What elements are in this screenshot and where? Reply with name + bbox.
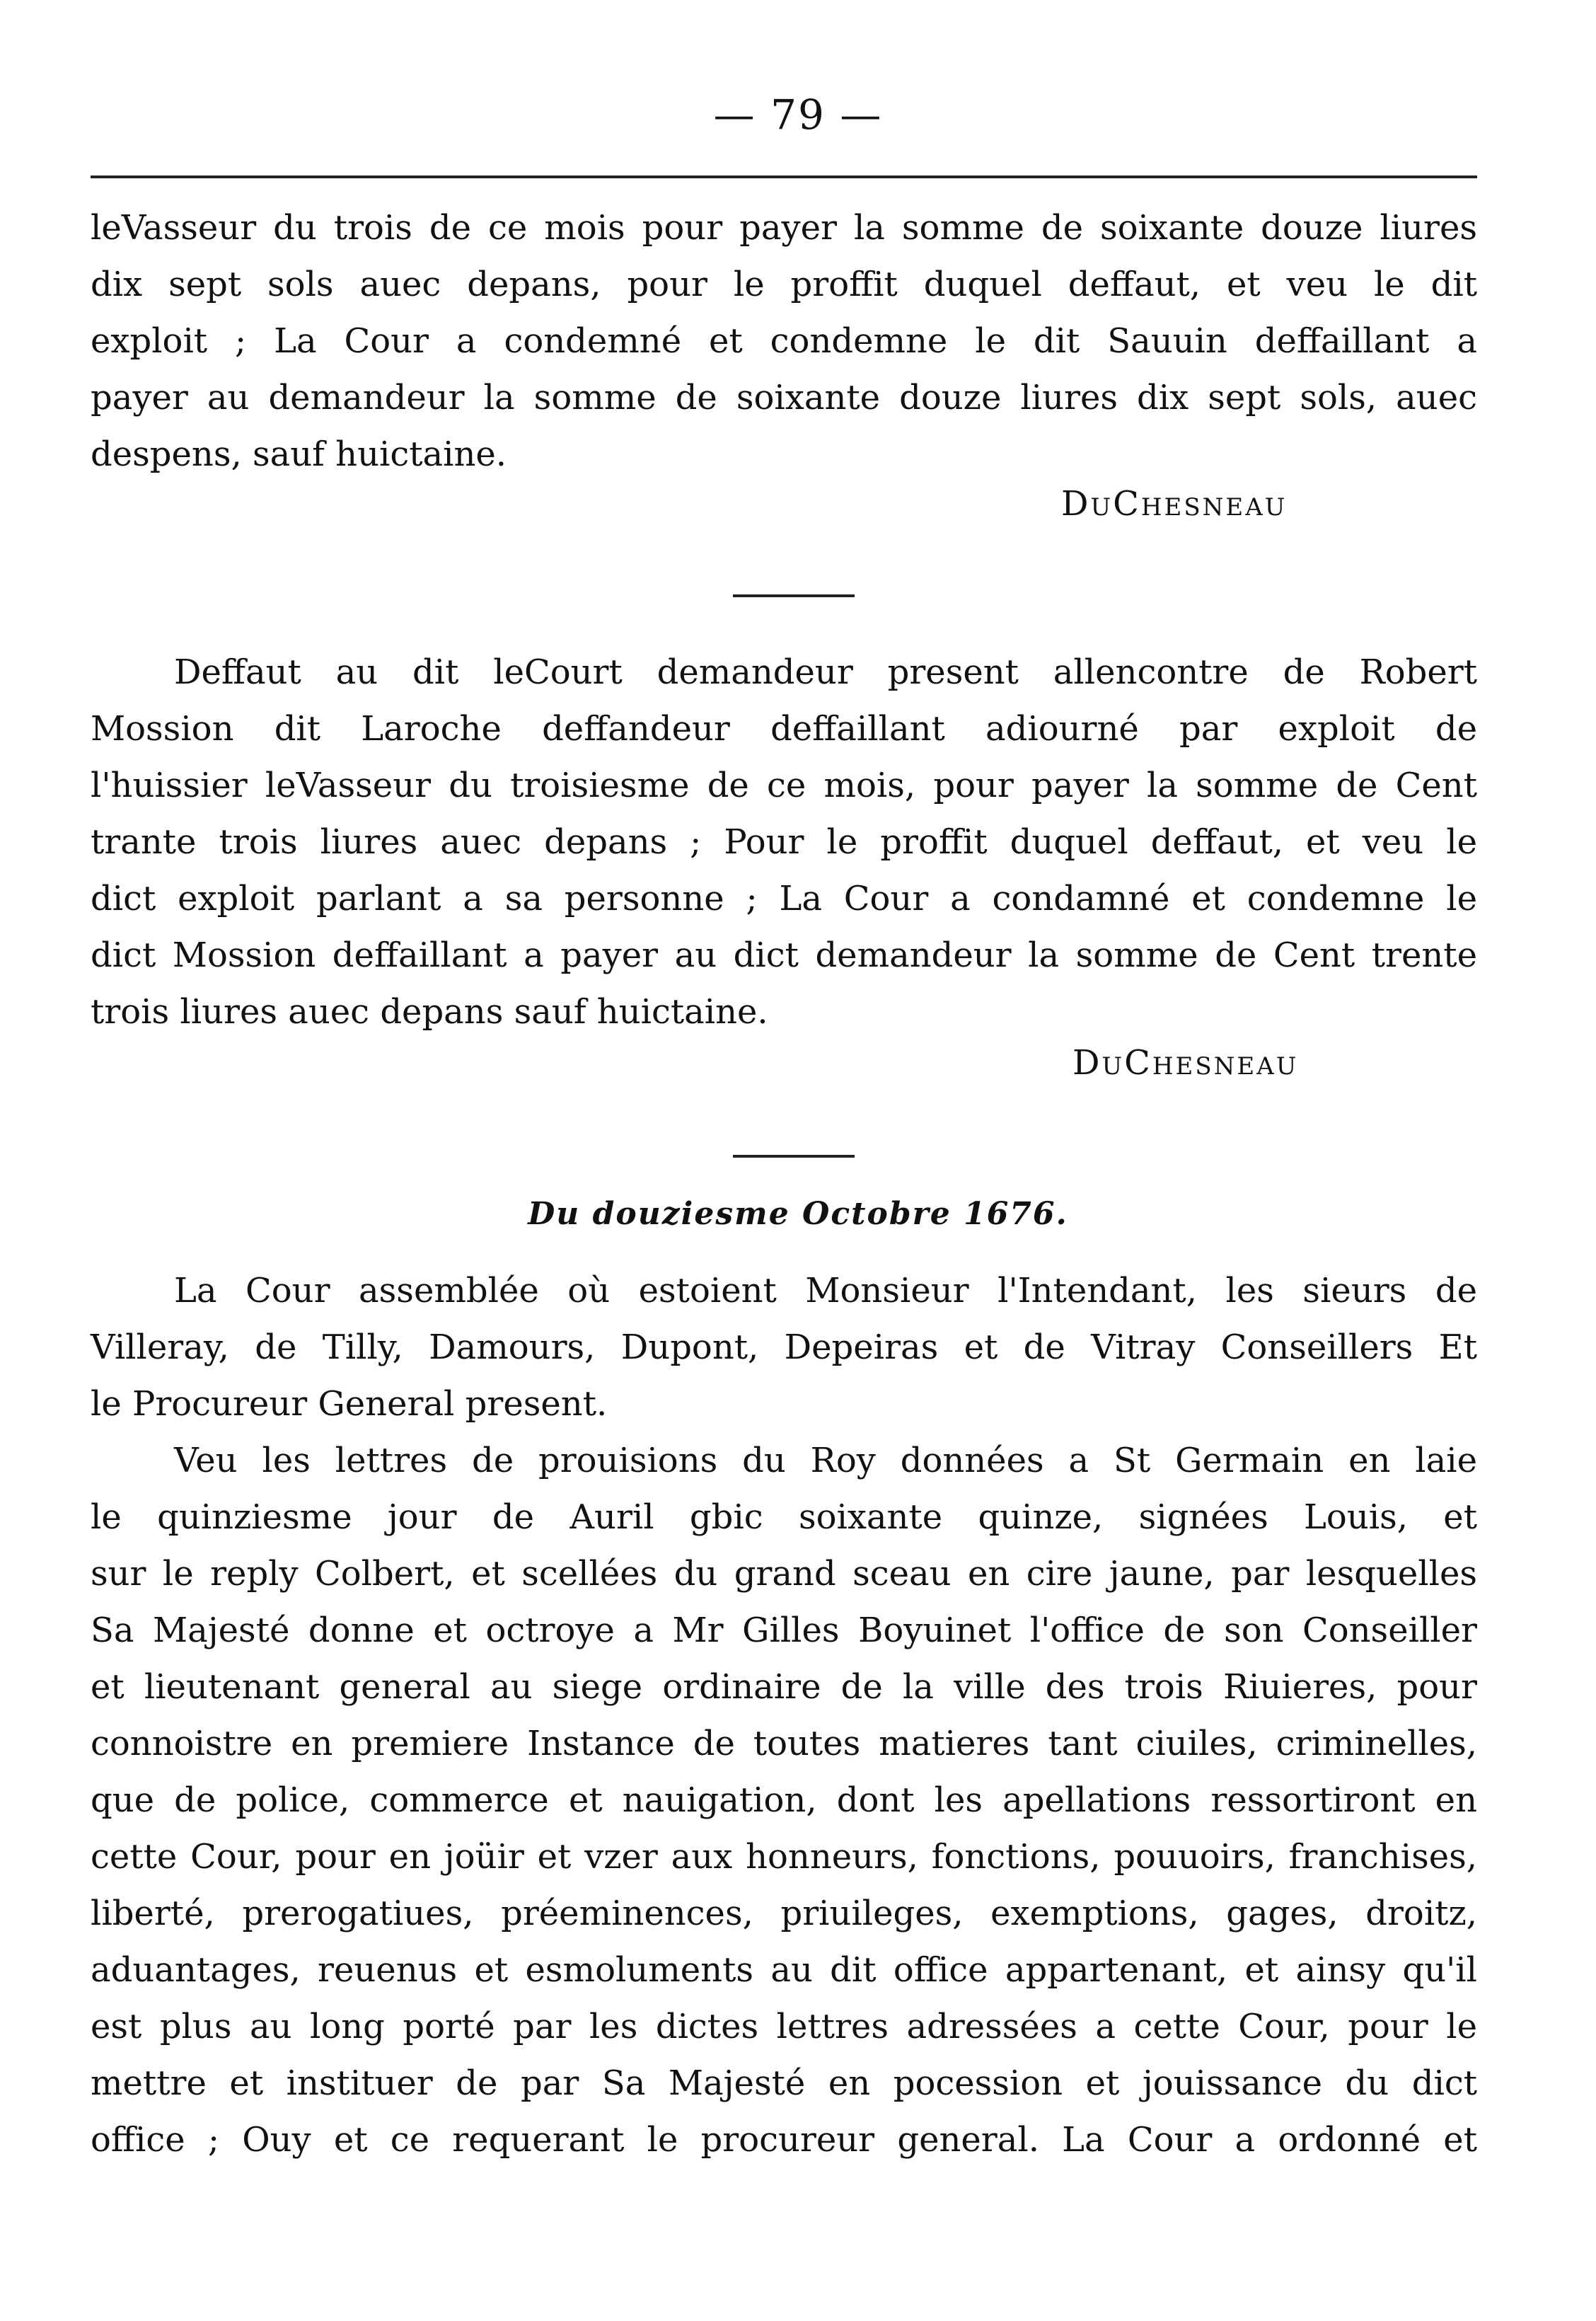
signature: DuChesneau (1072, 1043, 1299, 1083)
text-line: que de police, commerce et nauigation, dont les apellations ressortiront en (91, 1780, 1477, 1820)
text-line: et lieutenant general au siege ordinaire de la ville des trois Riuieres, pour (91, 1667, 1477, 1707)
text-line: dix sept sols auec depans, pour le proffit duquel deffaut, et veu le dit (91, 265, 1477, 304)
text-line: payer au demandeur la somme de soixante douze liures dix sept sols, auec (91, 378, 1477, 417)
text-line: sur le reply Colbert, et scellées du grand sceau en cire jaune, par lesquelles (91, 1554, 1477, 1594)
text-line: Mossion dit Laroche deffandeur deffaillant adiourné par exploit de (91, 709, 1477, 749)
entry-3-paragraph-2 (91, 1432, 1477, 2168)
text-line: le Procureur General present. (91, 1384, 608, 1424)
text-line: l'huissier leVasseur du troisiesme de ce mois, pour payer la somme de Cent (91, 766, 1477, 805)
text-line: mettre et instituer de par Sa Majesté en pocession et jouissance du dict (91, 2063, 1477, 2103)
entry-2-text (91, 644, 1477, 1040)
text-line: office ; Ouy et ce requerant le procureur general. La Cour a ordonné et (91, 2120, 1477, 2160)
text-line: trante trois liures auec depans ; Pour le proffit duquel deffaut, et veu le (91, 822, 1477, 862)
text-line: trois liures auec depans sauf huictaine. (91, 992, 768, 1032)
text-line: Sa Majesté donne et octroye a Mr Gilles Boyuinet l'office de son Conseiller (91, 1611, 1477, 1650)
page-number: — 79 — (713, 91, 883, 139)
text-line: dict Mossion deffaillant a payer au dict demandeur la somme de Cent trente (91, 935, 1477, 975)
text-line: Deffaut au dit leCourt demandeur present allencontre de Robert (174, 652, 1477, 692)
text-line: exploit ; La Cour a condemné et condemne le dit Sauuin deffaillant a (91, 321, 1477, 361)
text-line: cette Cour, pour en joüir et vzer aux honneurs, fonctions, pouuoirs, franchises, (91, 1837, 1477, 1877)
entry-3-paragraph-1 (91, 1262, 1477, 1432)
text-line: Veu les lettres de prouisions du Roy données a St Germain en laie (174, 1441, 1477, 1480)
text-line: est plus au long porté par les dictes lettres adressées a cette Cour, pour le (91, 2007, 1477, 2046)
text-line: connoistre en premiere Instance de toutes matieres tant ciuiles, criminelles, (91, 1724, 1477, 1763)
text-line: le quinziesme jour de Auril gbic soixante quinze, signées Louis, et (91, 1497, 1477, 1537)
text-line: Villeray, de Tilly, Damours, Dupont, Depeiras et de Vitray Conseillers Et (91, 1327, 1477, 1367)
text-line: La Cour assemblée où estoient Monsieur l'Intendant, les sieurs de (174, 1271, 1477, 1311)
section-divider (733, 594, 855, 597)
entry-1-text (91, 200, 1477, 483)
signature: DuChesneau (1061, 484, 1288, 524)
section-divider (733, 1155, 855, 1158)
header-rule (91, 175, 1477, 178)
text-line: despens, sauf huictaine. (91, 434, 507, 474)
text-line: liberté, prerogatiues, préeminences, priuileges, exemptions, gages, droitz, (91, 1894, 1477, 1933)
text-line: aduantages, reuenus et esmoluments au dit office appartenant, et ainsy qu'il (91, 1950, 1477, 1990)
text-line: leVasseur du trois de ce mois pour payer la somme de soixante douze liures (91, 208, 1477, 248)
text-line: dict exploit parlant a sa personne ; La Cour a condamné et condemne le (91, 879, 1477, 918)
date-heading: Du douziesme Octobre 1676. (528, 1196, 1068, 1232)
